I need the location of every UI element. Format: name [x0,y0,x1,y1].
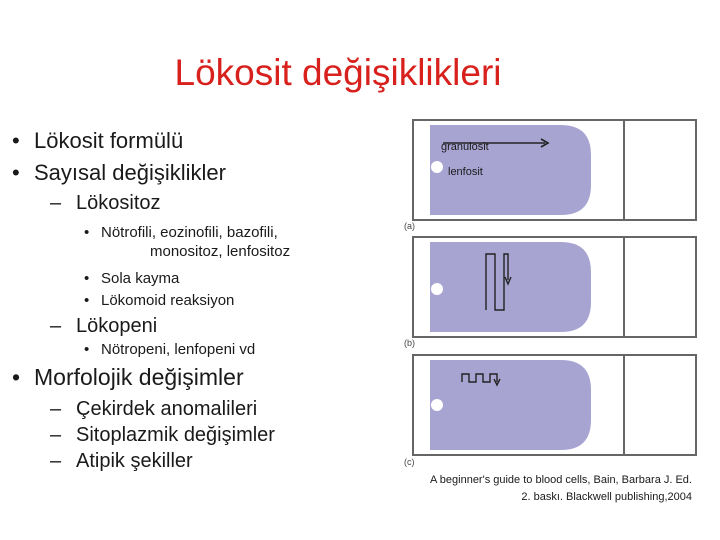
sub-bullet-text: Lökositoz [76,192,161,214]
bullet-text: Lökosit formülü [34,128,184,153]
bullet-item [12,364,244,391]
sub-bullet-text: Atipik şekiller [76,450,193,472]
slide-notch [431,283,443,295]
bullet-dot: • [84,224,90,241]
panel-label: (b) [404,338,415,348]
bullet-dot: • [84,341,90,358]
sub-sub-bullet-item [84,341,255,358]
sub-sub-bullet-item [84,270,179,287]
panel-label: (c) [404,457,415,467]
bullet-text: Morfolojik değişimler [34,364,244,390]
sub-bullet-item [50,450,193,473]
sub-sub-bullet-item [84,292,234,309]
sub-sub-bullet-item [84,224,278,241]
sub-sub-bullet-text: Sola kayma [101,270,180,287]
blood-smear-figure [395,112,700,477]
sub-bullet-item [50,315,157,338]
smear-area [430,242,591,332]
sub-bullet-text: Sitoplazmik değişimler [76,424,275,446]
bullet-text: Sayısal değişiklikler [34,160,226,185]
bullet-dot: • [12,160,20,185]
slide-notch [431,399,443,411]
sub-bullet-item [50,424,275,447]
dash-marker: – [50,192,62,214]
dash-marker: – [50,315,62,337]
dash-marker: – [50,424,62,446]
dash-marker: – [50,398,62,420]
sub-bullet-text: Lökopeni [76,315,158,337]
panel-label: (a) [404,221,415,231]
bullet-dot: • [12,364,21,390]
smear-area [430,360,591,450]
bullet-item [12,128,183,154]
caption-line: 2. baskı. Blackwell publishing,2004 [521,491,692,503]
figure-caption [430,472,692,506]
smear-diagram [395,112,700,477]
sub-sub-bullet-continuation: monositoz, lenfositoz [150,243,291,260]
caption-line: A beginner's guide to blood cells, Bain, Barbara J. Ed. [430,474,692,486]
bullet-dot: • [12,128,20,153]
bullet-item [12,160,226,186]
sub-sub-bullet-text: Nötrofili, eozinofili, bazofili, [101,224,278,241]
sub-bullet-item [50,192,161,215]
slide-notch [431,161,443,173]
bullet-dot: • [84,292,90,309]
panel-c [404,355,696,467]
granulosit-label: granülosit [441,141,489,153]
panel-a [404,120,696,231]
dash-marker: – [50,450,62,472]
sub-sub-bullet-text: Nötropeni, lenfopeni vd [101,341,256,358]
slide-title: Lökosit değişiklikleri [174,52,502,93]
bullet-dot: • [84,270,90,287]
panel-b [404,237,696,348]
sub-bullet-item [50,398,257,421]
lenfosit-label: lenfosit [448,166,483,178]
sub-bullet-text: Çekirdek anomalileri [76,398,258,420]
sub-sub-bullet-text: Lökomoid reaksiyon [101,292,235,309]
